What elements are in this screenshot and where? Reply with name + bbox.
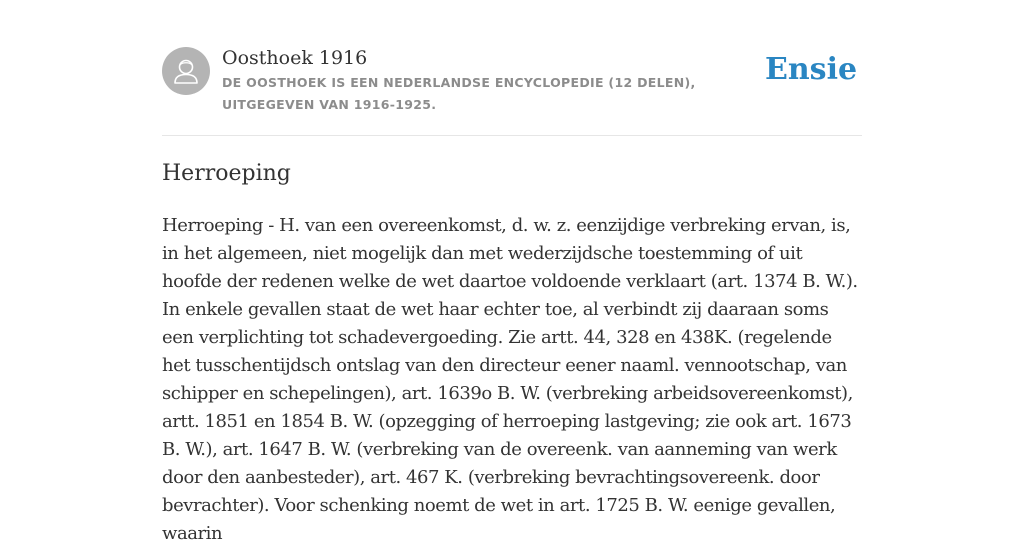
user-silhouette-icon bbox=[162, 47, 210, 95]
ensie-logo[interactable]: Ensie bbox=[765, 52, 858, 87]
article-title: Herroeping bbox=[162, 161, 291, 186]
avatar[interactable] bbox=[162, 47, 210, 95]
source-description: DE OOSTHOEK IS EEN NEDERLANDSE ENCYCLOPEDIE (12 DELEN), UITGEGEVEN VAN 1916-1925. bbox=[222, 75, 696, 112]
source-name[interactable]: Oosthoek 1916 bbox=[222, 47, 368, 69]
header-divider bbox=[162, 135, 862, 136]
source-header bbox=[162, 46, 862, 136]
article-body: Herroeping - H. van een overeenkomst, d. w. z. eenzijdige verbreking ervan, is, in het algemeen, niet mogelijk dan met wederzijdsche toestemming of uit hoofde der redenen welke de wet daartoe voldoende verklaart (art. 1374 B. W.). In enkele gevallen staat de wet haar echter toe, al verbindt zij daaraan soms een verplichting tot schadevergoeding. Zie artt. 44, 328 en 438K. (regelende het tusschentijdsch ontslag van den directeur eener naaml. vennootschap, van schipper en schepelingen), art. 1639o B. W. (verbreking arbeidsovereenkomst), artt. 1851 en 1854 B. W. (opzegging of herroeping lastgeving; zie ook art. 1673 B. W.), art. 1647 B. W. (verbreking van de overeenk. van aanneming van werk door den aanbesteder), art. 467 K. (verbreking bevrachtingsovereenk. door bevrachter). Voor schenking noemt de wet in art. 1725 B. W. eenige gevallen, waarin bbox=[162, 215, 858, 544]
